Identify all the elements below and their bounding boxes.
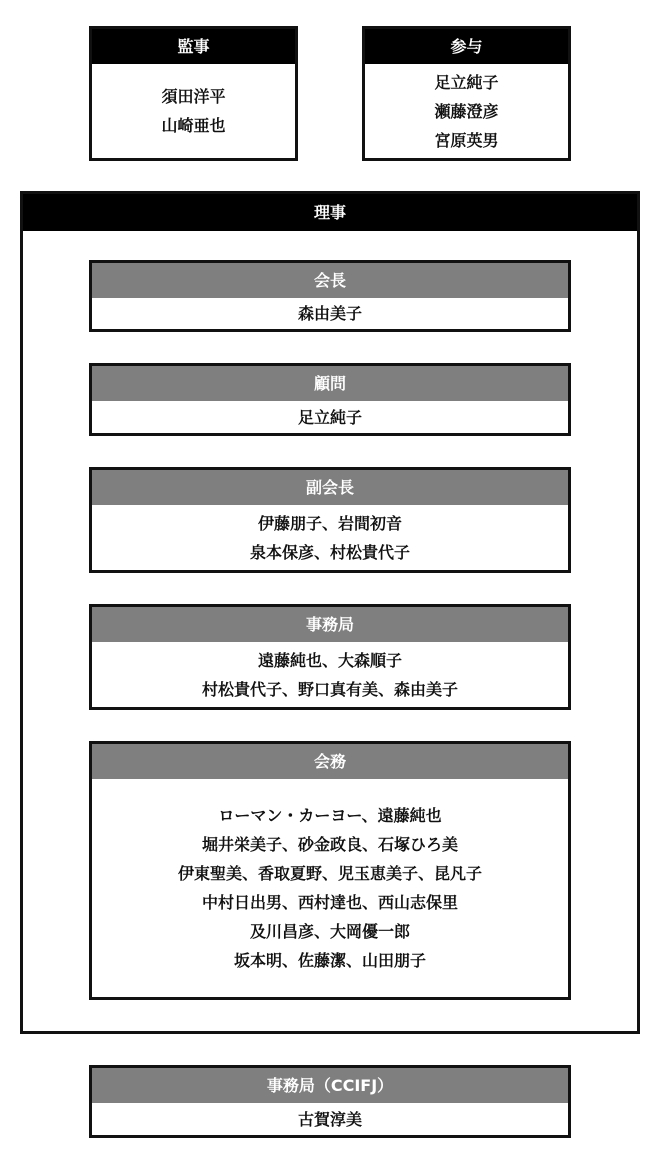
- vice-presidents-header: 副会長: [92, 470, 568, 505]
- secretariat-box: [89, 604, 571, 710]
- auditor-name: 山崎亜也: [161, 116, 226, 135]
- auditors-members: [92, 64, 295, 158]
- affairs-line: 及川昌彦、大岡優一郎: [249, 922, 410, 941]
- ccifj-secretariat-members: [92, 1103, 568, 1135]
- advisor-members: [92, 401, 568, 433]
- counselors-members: [365, 64, 568, 158]
- ccifj-secretariat-name: 古賀淳美: [297, 1109, 362, 1129]
- president-box: [89, 260, 571, 332]
- counselors-box: [362, 26, 571, 161]
- counselor-name: 足立純子: [434, 72, 499, 92]
- ccifj-secretariat-header: 事務局（CCIFJ）: [92, 1068, 568, 1103]
- affairs-line: 坂本明、佐藤潔、山田朋子: [233, 951, 426, 970]
- secretariat-line: 村松貴代子、野口真有美、森由美子: [201, 679, 458, 699]
- auditor-name: 須田洋平: [161, 87, 226, 106]
- board-header: 理事: [23, 194, 637, 231]
- vice-presidents-box: [89, 467, 571, 573]
- ccifj-secretariat-box: [89, 1065, 571, 1138]
- affairs-line: 中村日出男、西村達也、西山志保里: [201, 893, 458, 912]
- affairs-line: ローマン・カーヨー、遠藤純也: [218, 806, 442, 825]
- auditors-header: 監事: [92, 29, 295, 64]
- counselors-header: 参与: [365, 29, 568, 64]
- advisor-box: [89, 363, 571, 436]
- vice-presidents-members: [92, 505, 568, 570]
- counselor-name: 宮原英男: [434, 130, 499, 150]
- president-name: 森由美子: [297, 304, 362, 323]
- secretariat-header: 事務局: [92, 607, 568, 642]
- president-header: 会長: [92, 263, 568, 298]
- affairs-line: 伊東聖美、香取夏野、児玉恵美子、昆凡子: [177, 864, 482, 883]
- affairs-members: [92, 779, 568, 997]
- auditors-box: [89, 26, 298, 161]
- affairs-header: 会務: [92, 744, 568, 779]
- president-members: [92, 298, 568, 329]
- advisor-name: 足立純子: [297, 407, 362, 427]
- vice-president-line: 泉本保彦、村松貴代子: [249, 542, 410, 562]
- vice-president-line: 伊藤朋子、岩間初音: [257, 513, 402, 533]
- affairs-box: [89, 741, 571, 1000]
- counselor-name: 瀬藤澄彦: [434, 101, 499, 121]
- affairs-line: 堀井栄美子、砂金政良、石塚ひろ美: [201, 835, 458, 854]
- secretariat-line: 遠藤純也、大森順子: [257, 650, 402, 670]
- secretariat-members: [92, 642, 568, 707]
- advisor-header: 顧問: [92, 366, 568, 401]
